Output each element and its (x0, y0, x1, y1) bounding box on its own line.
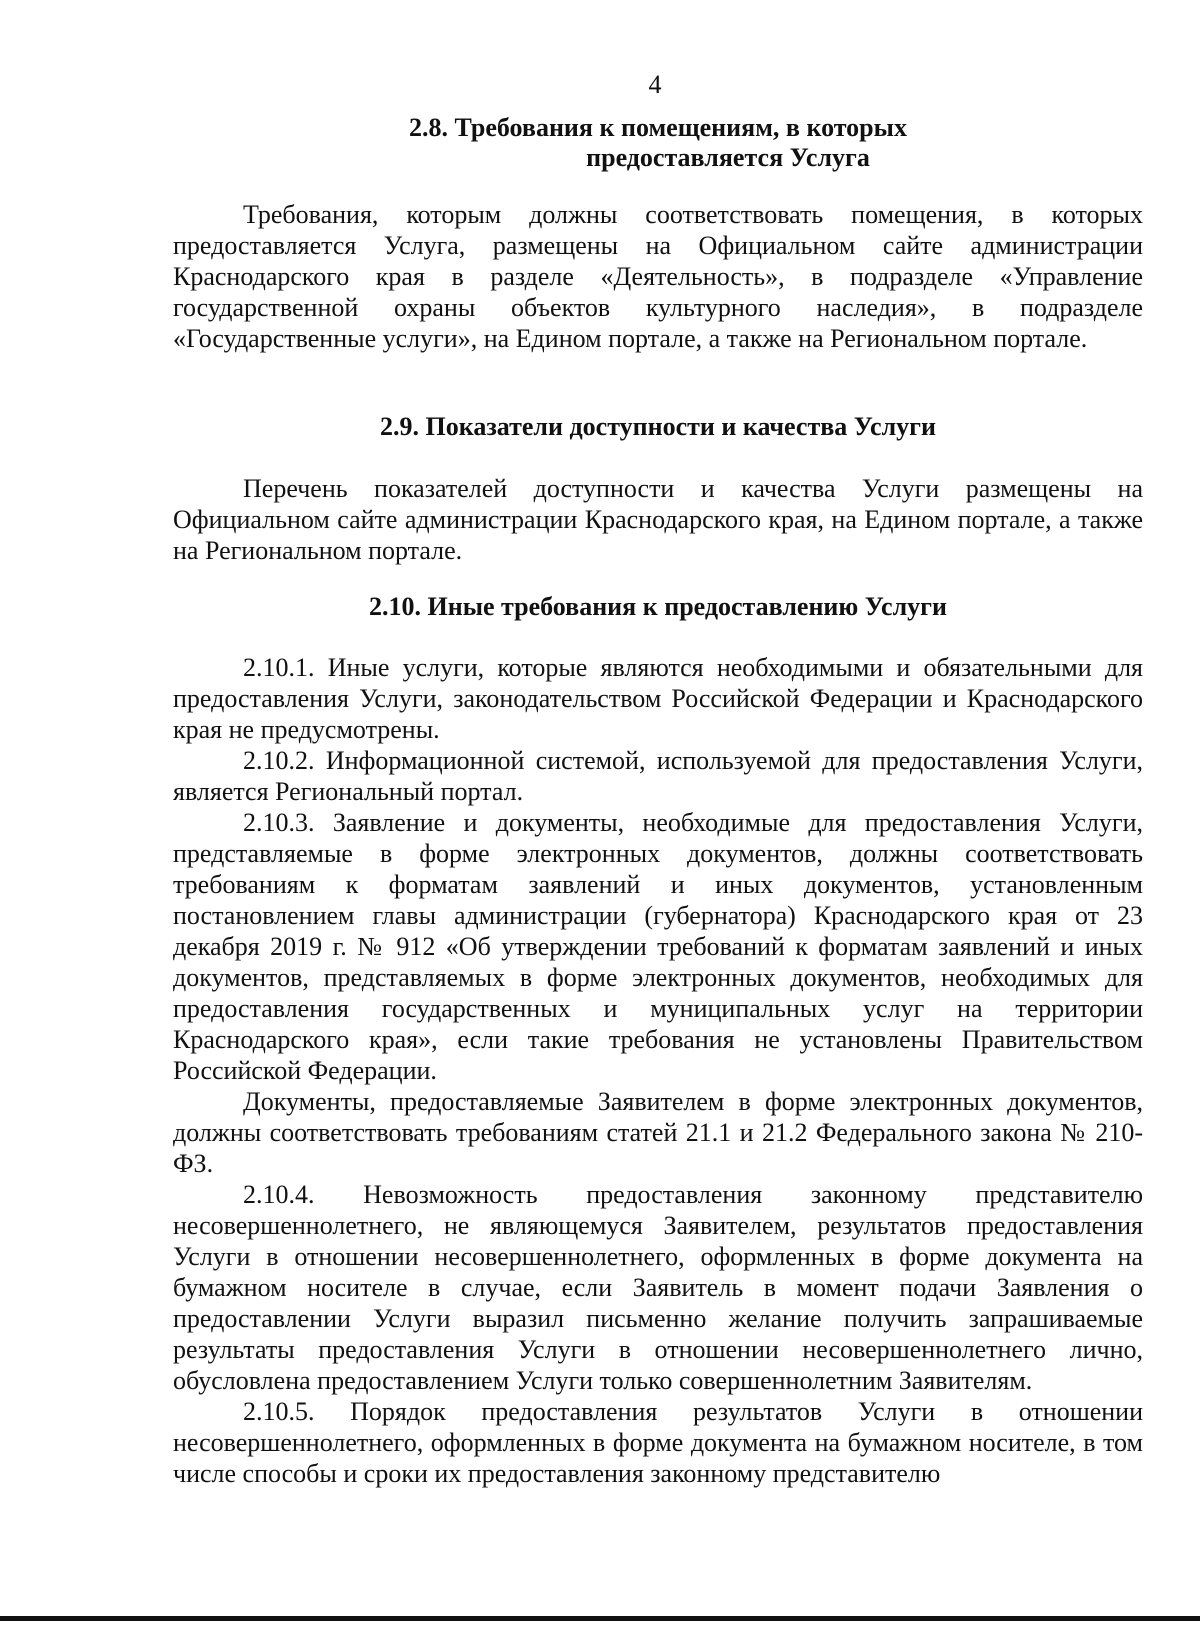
section-2-9-body (173, 473, 1143, 566)
paragraph-2-10-5: 2.10.5. Порядок предоставления результатов Услуги в отношении несовершеннолетнего, оформленных в форме документа на бумажном носителе, в том числе способы и сроки их предоставления законному представителю (173, 1397, 1143, 1488)
section-2-10-heading (173, 592, 1143, 622)
section-2-8-paragraph: Требования, которым должны соответствовать помещения, в которых предоставляется Услуга, размещены на Официальном сайте администрации Краснодарского края в разделе «Деятельность», в подразделе «Управление государственной охраны объектов культурного наследия», в подразделе «Государственные услуги», на Едином портале, а также на Региональном портале. (173, 200, 1143, 353)
section-2-8-body (173, 199, 1143, 354)
scan-edge-line (0, 1616, 1200, 1621)
section-2-8-heading-line-2: предоставляется Услуга (586, 143, 870, 172)
paragraph-2-10-3: 2.10.3. Заявление и документы, необходимые для предоставления Услуги, представляемые в форме электронных документов, должны соответствовать требованиям к форматам заявлений и иных документов, установленным постановлением главы администрации (губернатора) Краснодарского края от 23 декабря 2019 г. № 912 «Об утверждении требований к форматам заявлений и иных документов, представляемых в форме электронных документов, необходимых для предоставления государственных и муниципальных услуг на территории Краснодарского края», если такие требования не установлены Правительством Российской Федерации. (173, 808, 1143, 1085)
section-2-8-heading (173, 113, 1143, 173)
paragraph-2-10-1: 2.10.1. Иные услуги, которые являются необходимыми и обязательными для предоставления Услуги, законодательством Российской Федерации и Краснодарского края не предусмотрены. (173, 653, 1143, 744)
paragraph-2-10-2: 2.10.2. Информационной системой, используемой для предоставления Услуги, является Региональный портал. (173, 746, 1143, 806)
page-number: 4 (648, 70, 662, 99)
section-2-9-paragraph: Перечень показателей доступности и качества Услуги размещены на Официальном сайте администрации Краснодарского края, на Едином портале, а также на Региональном портале. (173, 474, 1143, 565)
section-2-10-heading-line: 2.10. Иные требования к предоставлению Услуги (369, 592, 947, 621)
section-2-9-heading (173, 412, 1143, 442)
section-2-9-heading-line: 2.9. Показатели доступности и качества Услуги (380, 412, 936, 441)
paragraph-2-10-4: 2.10.4. Невозможность предоставления законному представителю несовершеннолетнего, не являющемуся Заявителем, результатов предоставления Услуги в отношении несовершеннолетнего, оформленных в форме документа на бумажном носителе в случае, если Заявитель в момент подачи Заявления о предоставлении Услуги выразил письменно желание получить запрашиваемые результаты предоставления Услуги в отношении несовершеннолетнего лично, обусловлена предоставлением Услуги только совершеннолетним Заявителям. (173, 1180, 1143, 1395)
section-2-10-body (173, 652, 1143, 1489)
paragraph-electronic-documents: Документы, предоставляемые Заявителем в форме электронных документов, должны соответствовать требованиям статей 21.1 и 21.2 Федерального закона № 210-ФЗ. (173, 1087, 1143, 1178)
section-2-8-heading-line-1: 2.8. Требования к помещениям, в которых (409, 113, 907, 142)
